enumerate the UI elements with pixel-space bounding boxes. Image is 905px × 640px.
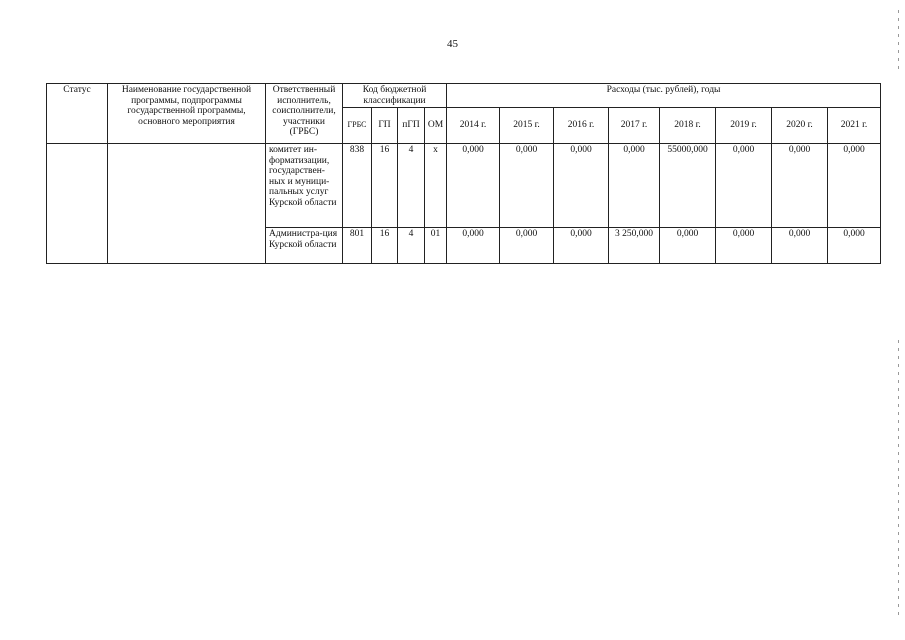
header-code-pgp: пГП [398, 108, 425, 144]
header-expenses-group: Расходы (тыс. рублей), годы [447, 84, 881, 108]
scan-edge-mark [898, 10, 899, 70]
header-code-om: ОМ [425, 108, 447, 144]
header-status: Статус [47, 84, 108, 144]
header-year-2020: 2020 г. [772, 108, 828, 144]
scan-edge-mark [898, 340, 899, 620]
executor-cell: Администра-ция Курской области [266, 228, 343, 264]
header-row-1 [47, 84, 881, 108]
value-cell: 0,000 [554, 144, 609, 228]
value-cell: 0,000 [447, 144, 500, 228]
code-cell: 16 [372, 228, 398, 264]
value-cell: 55000,000 [660, 144, 716, 228]
value-cell: 0,000 [447, 228, 500, 264]
value-cell: 0,000 [772, 228, 828, 264]
table-row [47, 144, 881, 228]
code-cell: 4 [398, 228, 425, 264]
budget-table [46, 83, 881, 264]
header-year-2014: 2014 г. [447, 108, 500, 144]
header-code-gp: ГП [372, 108, 398, 144]
header-year-2019: 2019 г. [716, 108, 772, 144]
code-cell: 801 [343, 228, 372, 264]
header-code-group: Код бюджетной классификации [343, 84, 447, 108]
value-cell: 0,000 [660, 228, 716, 264]
code-cell: 01 [425, 228, 447, 264]
page-number: 45 [447, 38, 458, 50]
value-cell: 0,000 [554, 228, 609, 264]
program-name-cell [108, 144, 266, 264]
code-cell: 838 [343, 144, 372, 228]
value-cell: 0,000 [716, 144, 772, 228]
executor-cell: комитет ин-форматизации, государствен-ных и муници-пальных услуг Курской области [266, 144, 343, 228]
value-cell: 3 250,000 [609, 228, 660, 264]
value-cell: 0,000 [772, 144, 828, 228]
value-cell: 0,000 [716, 228, 772, 264]
header-year-2015: 2015 г. [500, 108, 554, 144]
header-code-grbs: ГРБС [343, 108, 372, 144]
header-year-2018: 2018 г. [660, 108, 716, 144]
value-cell: 0,000 [609, 144, 660, 228]
value-cell: 0,000 [500, 144, 554, 228]
code-cell: 16 [372, 144, 398, 228]
header-executor: Ответственный исполнитель, соисполнители, участники (ГРБС) [266, 84, 343, 144]
value-cell: 0,000 [828, 228, 881, 264]
value-cell: 0,000 [500, 228, 554, 264]
value-cell: 0,000 [828, 144, 881, 228]
header-name: Наименование государственной программы, подпрограммы государственной программы, основного мероприятия [108, 84, 266, 144]
code-cell: 4 [398, 144, 425, 228]
header-year-2021: 2021 г. [828, 108, 881, 144]
header-year-2017: 2017 г. [609, 108, 660, 144]
code-cell: х [425, 144, 447, 228]
header-year-2016: 2016 г. [554, 108, 609, 144]
status-cell [47, 144, 108, 264]
